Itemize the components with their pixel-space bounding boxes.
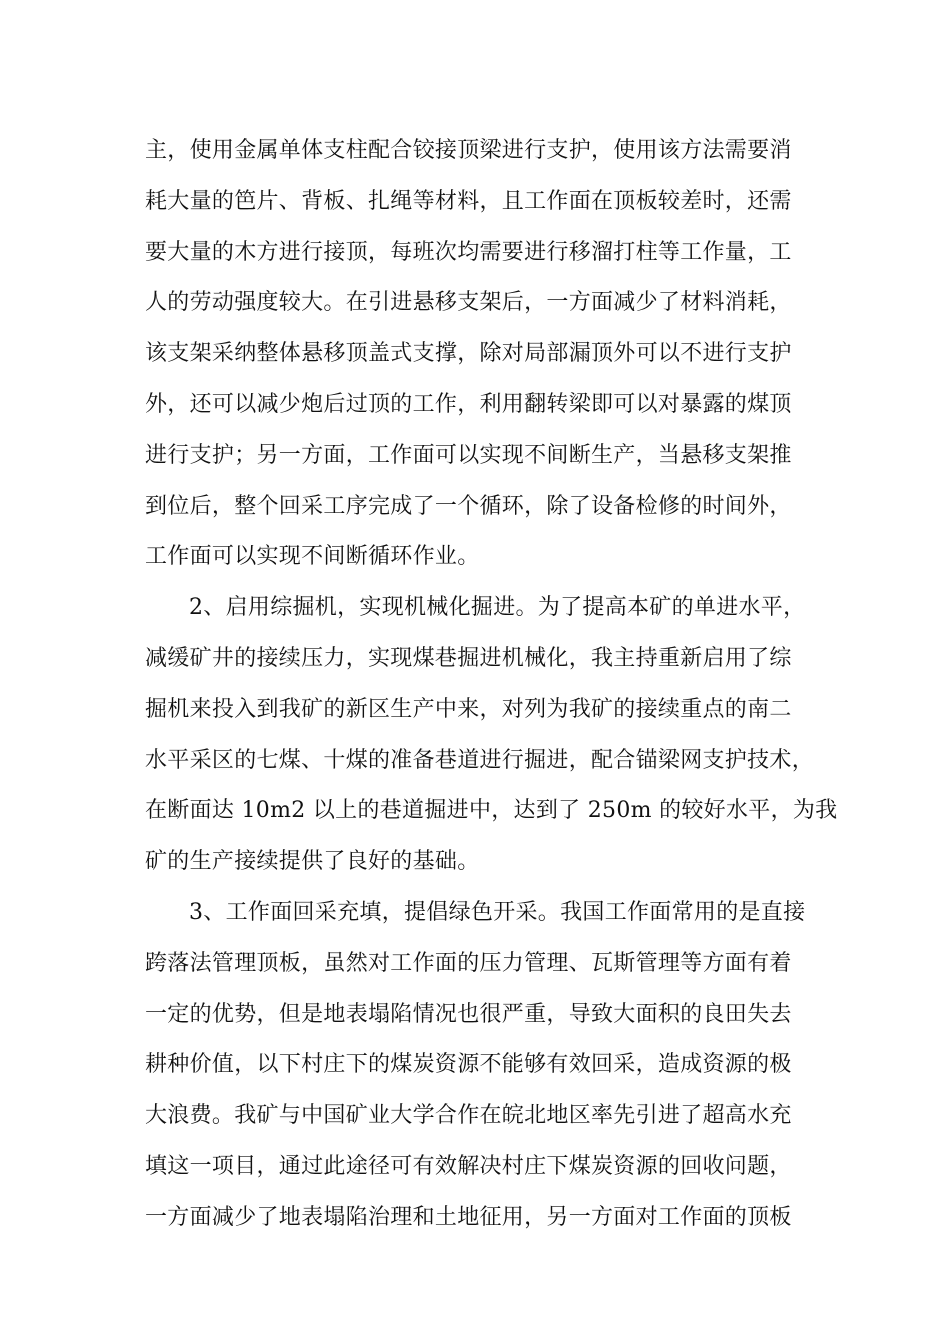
text-line: 进行支护；另一方面，工作面可以实现不间断生产，当悬移支架推 [145, 442, 792, 468]
text-line: 填这一项目，通过此途径可有效解决村庄下煤炭资源的回收问题， [145, 1153, 792, 1179]
text-line: 该支架采纳整体悬移顶盖式支撑，除对局部漏顶外可以不进行支护 [145, 341, 792, 367]
text-line: 一定的优势，但是地表塌陷情况也很严重，导致大面积的良田失去 [145, 1001, 792, 1027]
text-line: 人的劳动强度较大。在引进悬移支架后，一方面减少了材料消耗， [145, 290, 792, 316]
text-line: 水平采区的七煤、十煤的准备巷道进行掘进，配合锚梁网支护技术， [145, 747, 815, 773]
text-line: 一方面减少了地表塌陷治理和土地征用，另一方面对工作面的顶板 [145, 1204, 792, 1230]
text-line: 主，使用金属单体支柱配合铰接顶梁进行支护，使用该方法需要消 [145, 138, 792, 163]
text-line: 外，还可以减少炮后过顶的工作，利用翻转梁即可以对暴露的煤顶 [145, 391, 792, 417]
text-line: 要大量的木方进行接顶，每班次均需要进行移溜打柱等工作量，工 [145, 239, 792, 265]
text-line: 耕种价值，以下村庄下的煤炭资源不能够有效回采，造成资源的极 [145, 1052, 792, 1078]
text-line: 3、工作面回采充填，提倡绿色开采。我国工作面常用的是直接 [189, 899, 806, 925]
text-line: 到位后，整个回采工序完成了一个循环，除了设备检修的时间外， [145, 493, 792, 519]
text-line: 掘机来投入到我矿的新区生产中来，对列为我矿的接续重点的南二 [145, 696, 792, 722]
text-line: 2、启用综掘机，实现机械化掘进。为了提高本矿的单进水平， [189, 595, 806, 621]
body-text [145, 126, 838, 1244]
text-line: 耗大量的笆片、背板、扎绳等材料，且工作面在顶板较差时，还需 [145, 188, 792, 214]
text-line: 在断面达 10m2 以上的巷道掘进中，达到了 250m 的较好水平，为我 [145, 798, 838, 824]
text-line: 矿的生产接续提供了良好的基础。 [145, 849, 480, 875]
text-line: 跨落法管理顶板，虽然对工作面的压力管理、瓦斯管理等方面有着 [145, 950, 792, 976]
text-line: 减缓矿井的接续压力，实现煤巷掘进机械化，我主持重新启用了综 [145, 645, 792, 671]
text-line: 工作面可以实现不间断循环作业。 [145, 544, 480, 570]
text-line: 大浪费。我矿与中国矿业大学合作在皖北地区率先引进了超高水充 [145, 1103, 792, 1129]
